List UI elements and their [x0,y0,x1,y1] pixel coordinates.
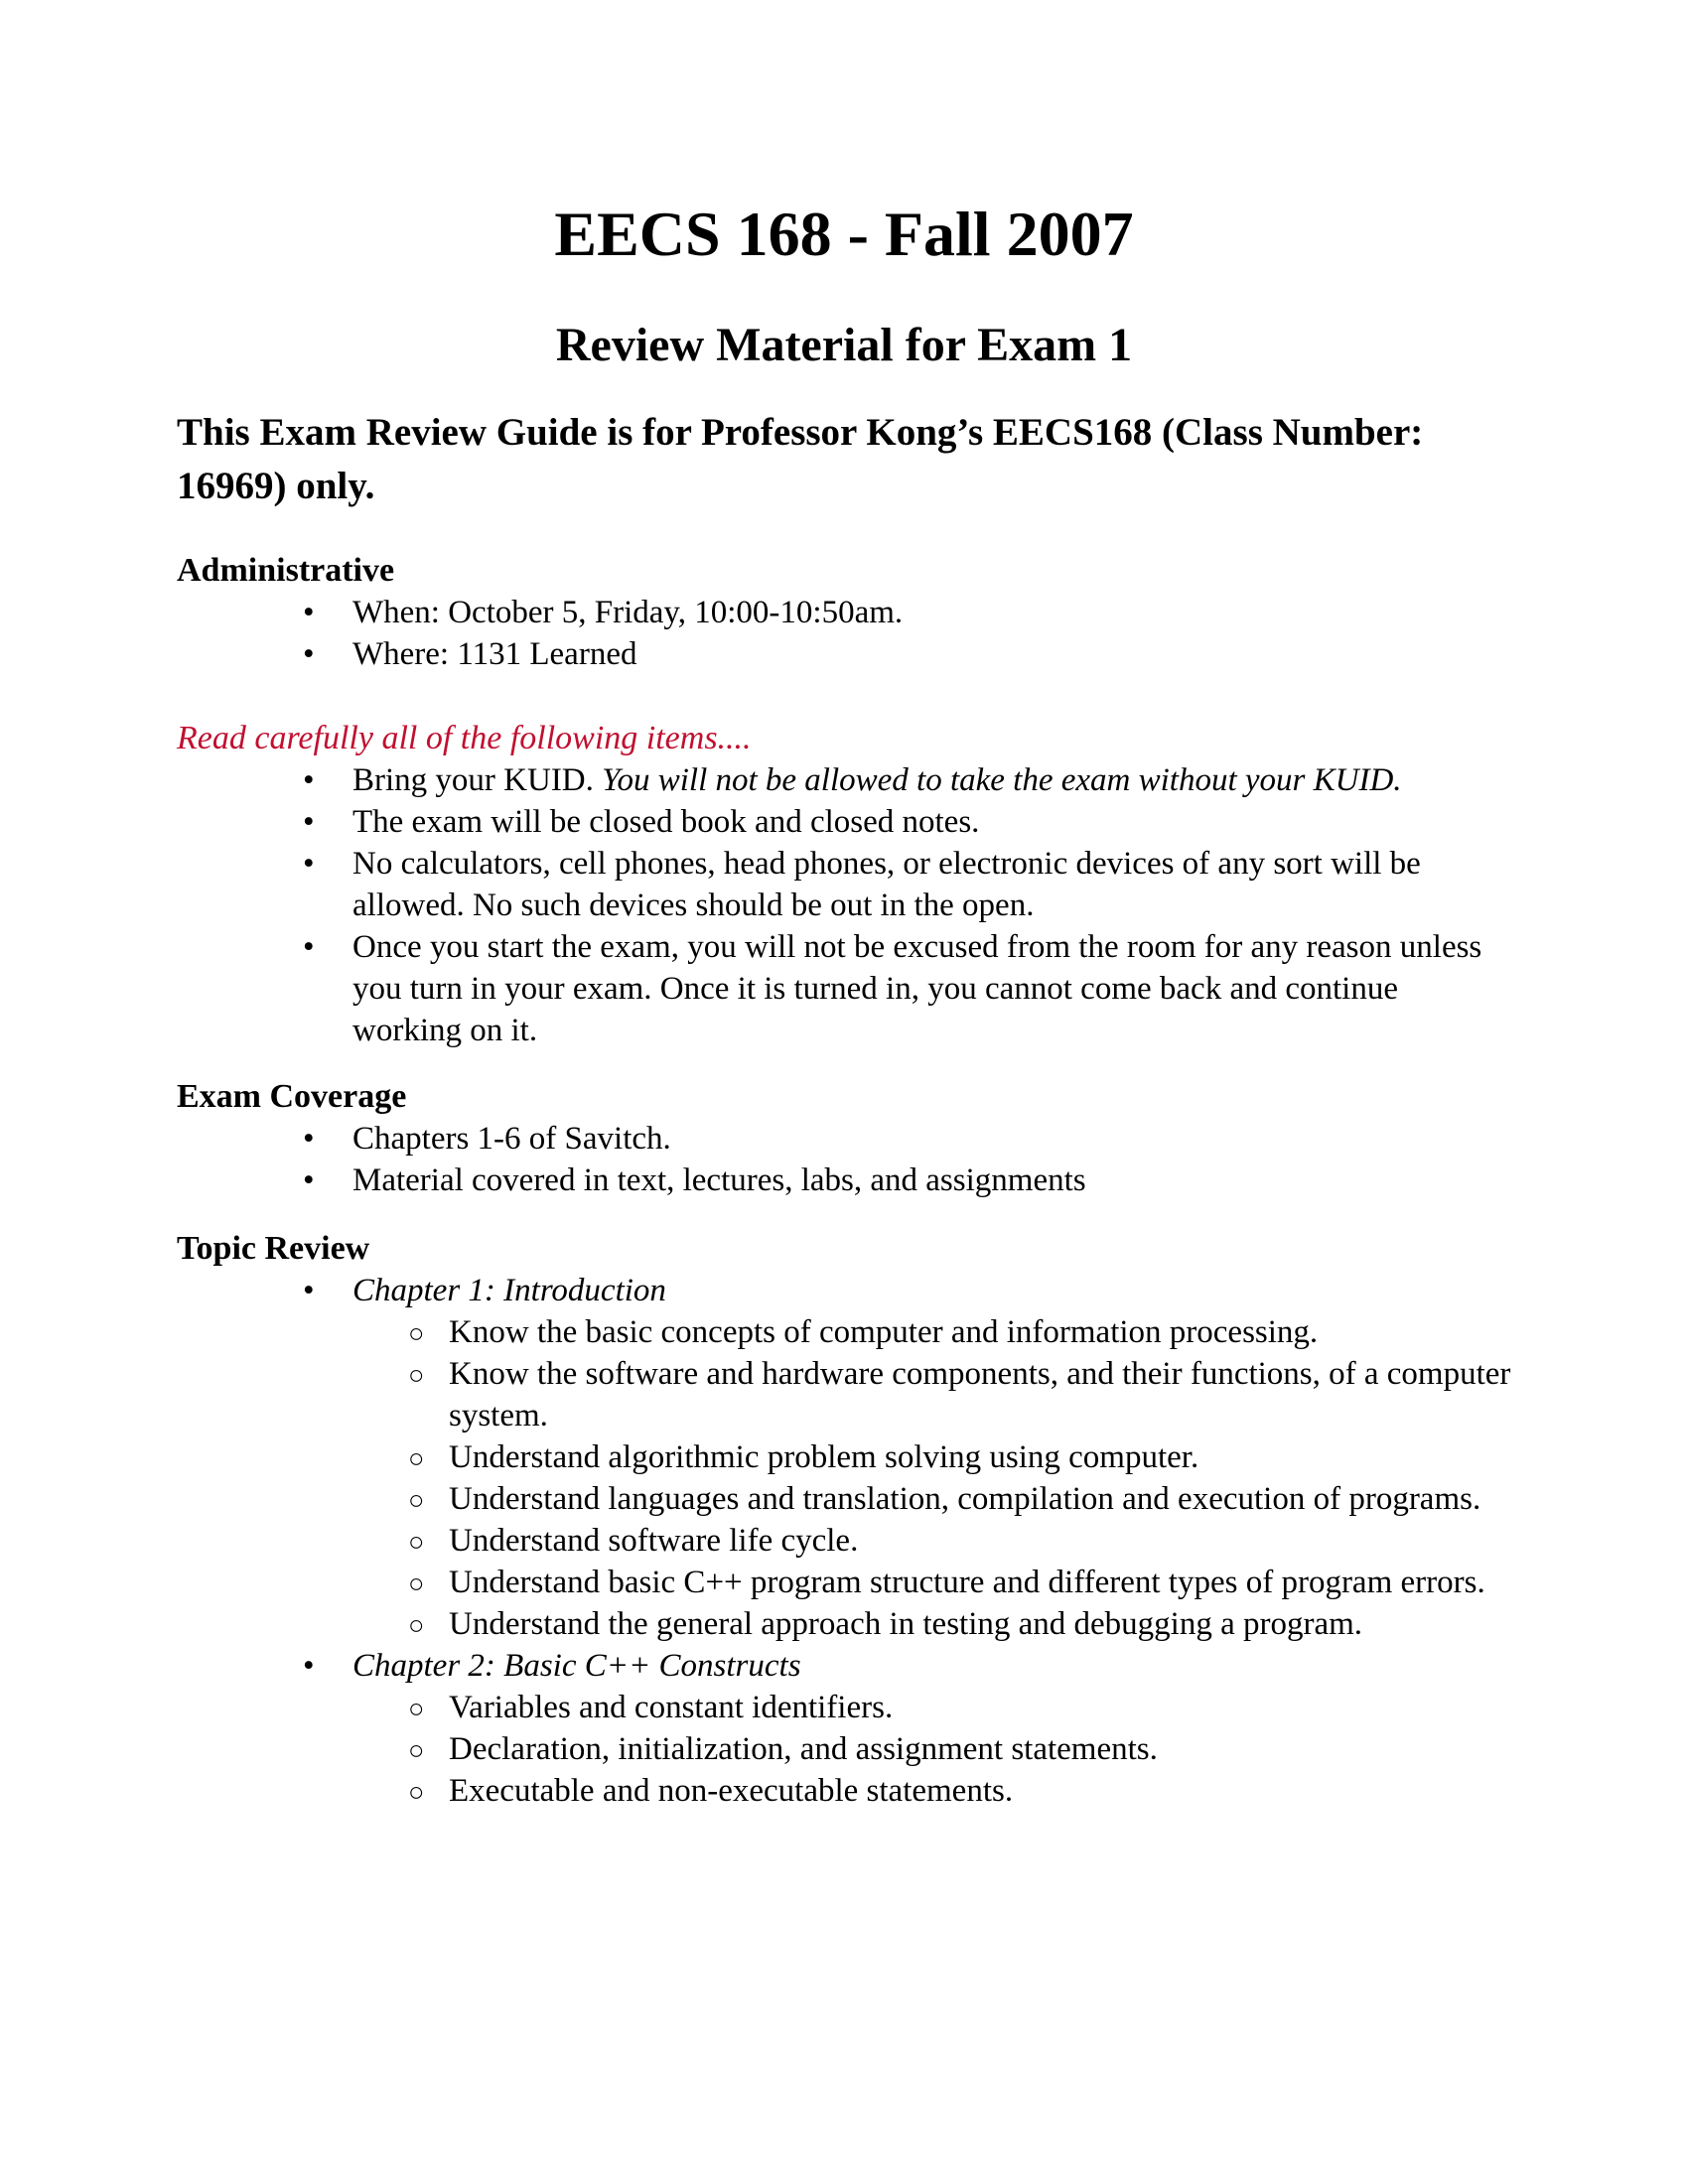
list-item-text: The exam will be closed book and closed notes. [352,804,980,840]
list-item [352,1520,1511,1562]
bullet-icon: • [303,1162,315,1198]
list-item-chapter-1 [177,1270,1511,1645]
list-item [177,633,1511,675]
topic-review-list [177,1270,1511,1812]
circle-bullet-icon: ○ [408,1735,425,1765]
list-item [352,1687,1511,1728]
list-item [352,1603,1511,1645]
list-item [177,843,1511,926]
list-item-text: Material covered in text, lectures, labs, and assignments [352,1162,1086,1198]
list-item-text-emphasis: You will not be allowed to take the exam without your KUID. [602,762,1402,798]
chapter-1-topics-list [352,1311,1511,1645]
section-heading-administrative: Administrative [177,552,395,589]
list-item-text-normal: Bring your KUID. [352,762,603,798]
list-item [177,926,1511,1051]
list-item-text: Variables and constant identifiers. [449,1690,894,1725]
document-subtitle: Review Material for Exam 1 [555,319,1133,371]
circle-bullet-icon: ○ [408,1777,425,1807]
list-item-text [352,762,1402,798]
bullet-icon: • [303,1121,315,1157]
chapter-2-topics-list [352,1687,1511,1812]
list-item-text: Understand basic C++ program structure and different types of program errors. [449,1565,1485,1600]
list-item [177,592,1511,633]
list-item [352,1562,1511,1603]
list-item [177,1118,1511,1160]
bullet-icon: • [303,595,315,630]
chapter-title: Chapter 2: Basic C++ Constructs [352,1648,801,1684]
bullet-icon: • [303,1273,315,1308]
bullet-icon: • [303,846,315,882]
list-item-text: Executable and non-executable statements. [449,1773,1014,1809]
chapter-title: Chapter 1: Introduction [352,1273,666,1308]
list-item-text: Where: 1131 Learned [352,636,637,672]
list-item-text: No calculators, cell phones, head phones, or electronic devices of any sort will be allowed. No such devices should be out in the open. [352,846,1421,923]
list-item [177,1160,1511,1201]
warning-note: Read carefully all of the following items.... [177,720,752,756]
list-item-text: Understand algorithmic problem solving using computer. [449,1439,1199,1475]
list-item-text: Once you start the exam, you will not be excused from the room for any reason unless you turn in your exam. Once it is turned in, you cannot come back and continue working on it. [352,929,1482,1048]
list-item-text: Know the software and hardware components, and their functions, of a computer system. [449,1356,1511,1433]
list-item [352,1436,1511,1478]
list-item [177,801,1511,843]
circle-bullet-icon: ○ [408,1360,425,1390]
section-heading-topic-review: Topic Review [177,1230,370,1267]
circle-bullet-icon: ○ [408,1318,425,1348]
list-item [352,1353,1511,1436]
list-item-text: Chapters 1-6 of Savitch. [352,1121,671,1157]
list-item-text: Understand languages and translation, compilation and execution of programs. [449,1481,1481,1517]
exam-coverage-list [177,1118,1511,1201]
circle-bullet-icon: ○ [408,1443,425,1473]
document-title: EECS 168 - Fall 2007 [554,199,1134,269]
list-item-chapter-2 [177,1645,1511,1812]
list-item-text: Understand the general approach in testing and debugging a program. [449,1606,1363,1642]
list-item-text: When: October 5, Friday, 10:00-10:50am. [352,595,904,630]
list-item-text: Know the basic concepts of computer and information processing. [449,1314,1319,1350]
circle-bullet-icon: ○ [408,1527,425,1557]
circle-bullet-icon: ○ [408,1485,425,1515]
bullet-icon: • [303,1648,315,1684]
circle-bullet-icon: ○ [408,1610,425,1640]
section-heading-exam-coverage: Exam Coverage [177,1078,407,1115]
intro-paragraph: This Exam Review Guide is for Professor Kong’s EECS168 (Class Number: 16969) only. [177,411,1424,507]
list-item [177,759,1511,801]
administrative-list [177,592,1511,675]
bullet-icon: • [303,804,315,840]
bullet-icon: • [303,929,315,965]
list-item [352,1770,1511,1812]
list-item [352,1728,1511,1770]
bullet-icon: • [303,762,315,798]
circle-bullet-icon: ○ [408,1694,425,1723]
bullet-icon: • [303,636,315,672]
list-item-text: Understand software life cycle. [449,1523,859,1559]
circle-bullet-icon: ○ [408,1569,425,1598]
list-item [352,1311,1511,1353]
list-item [352,1478,1511,1520]
exam-rules-list [177,759,1511,1051]
list-item-text: Declaration, initialization, and assignment statements. [449,1731,1158,1767]
